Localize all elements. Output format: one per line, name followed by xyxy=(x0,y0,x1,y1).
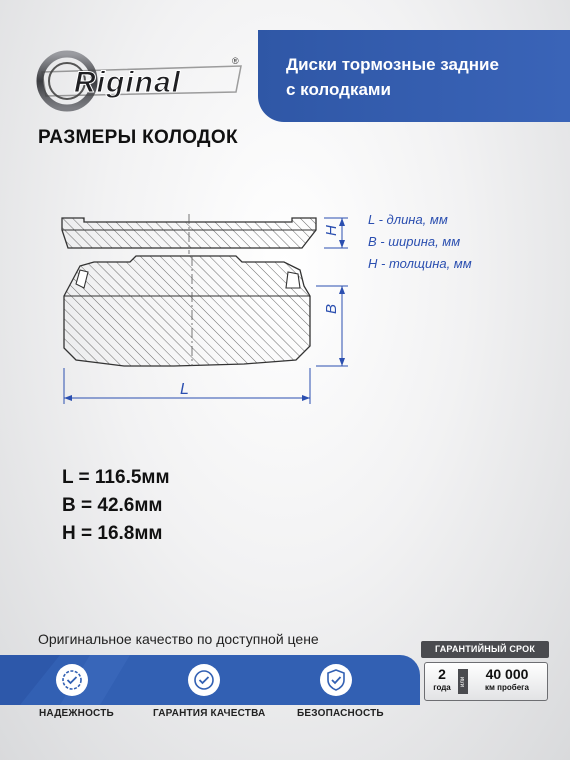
label-b: B xyxy=(323,303,340,314)
product-title xyxy=(286,52,499,102)
shield-check-icon xyxy=(320,664,352,696)
pad-front-view xyxy=(64,256,310,366)
feature-quality-icon-wrap xyxy=(188,664,220,696)
dimension-height: H = 16.8мм xyxy=(62,523,163,544)
gear-check-icon xyxy=(56,664,88,696)
tagline: Оригинальное качество по доступной цене xyxy=(38,631,319,647)
guarantee-km xyxy=(471,665,543,693)
product-title-line-2: с колодками xyxy=(286,80,391,99)
feature-safety-icon-wrap xyxy=(320,664,352,696)
guarantee-km-unit: км пробега xyxy=(485,683,529,692)
guarantee-box xyxy=(424,662,548,701)
dimension-length: L = 116.5мм xyxy=(62,467,170,488)
label-h: H xyxy=(323,225,340,236)
svg-text:®: ® xyxy=(232,56,239,66)
section-title: РАЗМЕРЫ КОЛОДОК xyxy=(38,127,238,148)
feature-reliability-icon-wrap xyxy=(56,664,88,696)
guarantee-years-unit: года xyxy=(433,683,451,692)
dimension-width: B = 42.6мм xyxy=(62,495,163,516)
guarantee-years-value: 2 xyxy=(438,666,446,682)
guarantee-or: или xyxy=(458,669,468,694)
check-circle-icon xyxy=(188,664,220,696)
label-l: L xyxy=(180,381,189,398)
brake-pad-drawing xyxy=(54,200,514,415)
guarantee-years xyxy=(431,665,453,693)
legend-b: B - ширина, мм xyxy=(368,234,461,249)
dimension-list xyxy=(62,464,170,548)
product-title-line-1: Диски тормозные задние xyxy=(286,55,499,74)
feature-quality-label: ГАРАНТИЯ КАЧЕСТВА xyxy=(153,708,266,719)
legend-h: H - толщина, мм xyxy=(368,256,472,271)
feature-reliability-label: НАДЕЖНОСТЬ xyxy=(39,708,114,719)
feature-safety-label: БЕЗОПАСНОСТЬ xyxy=(297,708,384,719)
title-banner xyxy=(258,30,570,122)
logo-wordmark: Riginal xyxy=(74,66,182,99)
legend-l: L - длина, мм xyxy=(368,212,448,227)
guarantee-title: ГАРАНТИЙНЫЙ СРОК xyxy=(421,641,549,658)
brand-logo xyxy=(36,50,251,112)
guarantee-km-value: 40 000 xyxy=(485,666,529,682)
